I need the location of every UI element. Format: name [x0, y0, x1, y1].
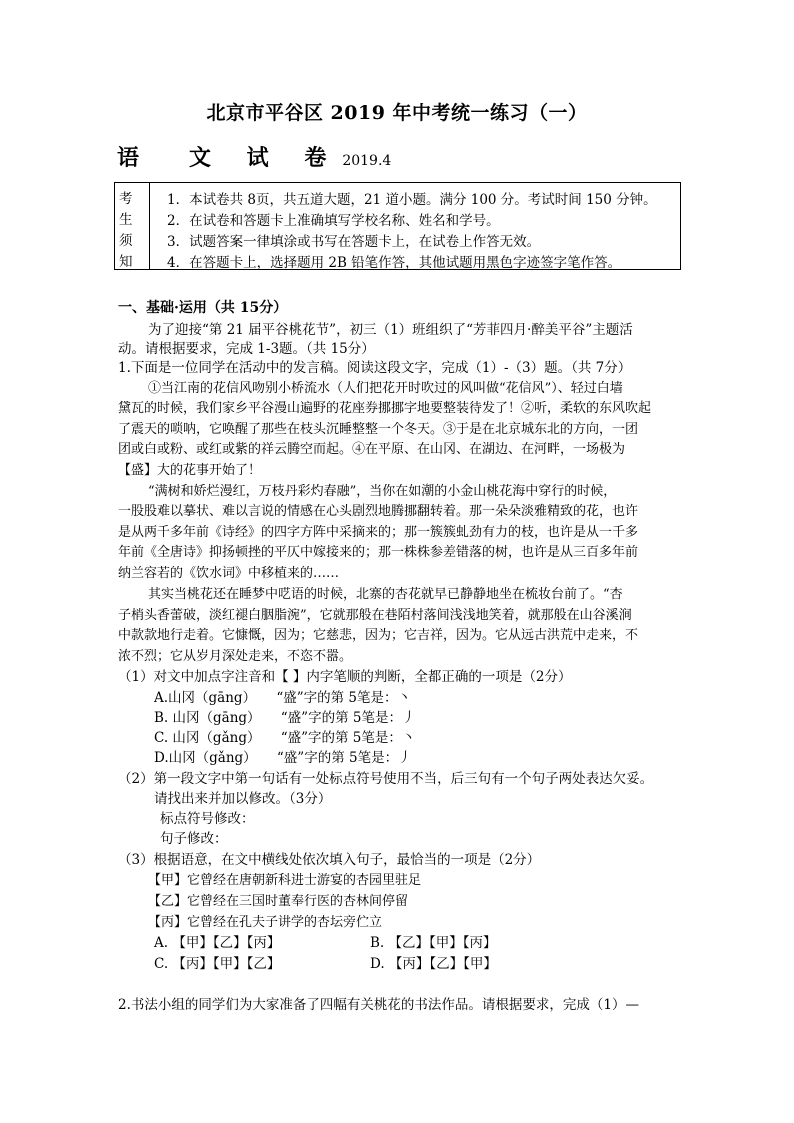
- subject-heading: [117, 141, 391, 172]
- notice-label-column: [115, 183, 150, 269]
- candidate-notice-box: [114, 182, 681, 270]
- choice-option: B. 【乙】【甲】【丙】: [370, 935, 497, 951]
- choice-option: A.山冈（gāng） “盛”字的第 5笔是：丶: [154, 690, 412, 706]
- choice-option: A. 【甲】【乙】【丙】: [154, 935, 281, 951]
- passage-line: “满树和娇烂漫红，万枝丹彩灼春融”，当你在如潮的小金山桃花海中穿行的时候，: [148, 484, 617, 499]
- sentence-candidate: 【丙】它曾经在孔夫子讲学的杏坛旁伫立: [148, 915, 383, 930]
- choice-option: C. 【丙】【甲】【乙】: [154, 956, 281, 972]
- notice-item: 4．在答题卡上，选择题用 2B 铅笔作答，其他试题用黑色字迹签字笔作答。: [167, 255, 622, 271]
- section-intro-line: 动。请根据要求，完成 1-3题。（共 15分）: [118, 341, 375, 357]
- passage-line: 浓不烈；它从岁月深处走来，不恣不嚣。: [118, 649, 353, 664]
- passage-line: 是从两千多年前《诗经》的四字方阵中采摘来的；那一簇簇虬劲有力的枝，也许是从一千多: [118, 525, 639, 540]
- notice-item: 3．试题答案一律填涂或书写在答题卡上，在试卷上作答无效。: [167, 234, 541, 250]
- section-intro-line: 为了迎接“第 21 届平谷桃花节”，初三（1）班组织了“芳菲四月·醉美平谷”主题活: [148, 322, 633, 338]
- passage-line: 年前《全唐诗》抑扬顿挫的平仄中嫁接来的；那一株株参差错落的树，也许是从三百多年前: [118, 545, 639, 560]
- notice-item: 2．在试卷和答题卡上准确填写学校名称、姓名和学号。: [167, 213, 500, 229]
- sentence-candidate: 【甲】它曾经在唐朝新科进士游宴的杏园里驻足: [148, 873, 422, 888]
- passage-line: 一股股难以摹状、难以言说的情感在心头剧烈地腾挪翻转着。那一朵朵淡雅精致的花，也许: [118, 504, 639, 519]
- passage-line: 其实当桃花还在睡梦中呓语的时候，北寨的杏花就早已静静地坐在梳妆台前了。“杏: [148, 587, 623, 602]
- passage-line: 【盛】大的花事开始了！: [118, 463, 262, 478]
- sub-question-1-stem: （1）对文中加点字注音和【 】内字笔顺的判断，全都正确的一项是（2分）: [118, 669, 572, 685]
- passage-line: 纳兰容若的《饮水词》中移植来的……: [118, 566, 340, 581]
- sub-question-3-stem: （3）根据语意，在文中横线处依次填入句子，最恰当的一项是（2分）: [118, 852, 541, 868]
- sentence-candidate: 【乙】它曾经在三国时董奉行医的杏林间停留: [148, 894, 409, 909]
- question-1-stem: 1.下面是一位同学在活动中的发言稿。阅读这段文字，完成（1）-（3）题。（共 7分）: [118, 360, 632, 376]
- choice-option: D. 【丙】【乙】【甲】: [370, 956, 497, 972]
- exam-date: 2019.4: [342, 153, 392, 169]
- passage-line: 了震天的唢呐，它唤醒了那些在枝头沉睡整整一个冬天。③于是在北京城东北的方向，一团: [118, 422, 639, 437]
- subject-name: 语 文 试 卷: [117, 145, 341, 171]
- choice-option: C. 山冈（gǎng） “盛”字的第 5笔是：丶: [154, 730, 416, 746]
- notice-item: 1．本试卷共 8页，共五道大题，21 道小题。满分 100 分。考试时间 150 分钟。: [167, 192, 657, 208]
- notice-label: 考: [119, 191, 133, 207]
- answer-blank-punctuation: 标点符号修改：: [160, 811, 255, 827]
- answer-blank-sentence: 句子修改：: [160, 831, 228, 847]
- passage-line: 子梢头香蕾破，淡红褪白胭脂涴”，它就那般在巷陌村落间浅浅地笑着，就那般在山谷溪涧: [118, 608, 632, 623]
- passage-line: 黛瓦的时候，我们家乡平谷漫山遍野的花座券挪挪字地要整装待发了！②听，柔软的东风吹起: [118, 401, 652, 416]
- question-2-stem: 2.书法小组的同学们为大家准备了四幅有关桃花的书法作品。请根据要求，完成（1）—: [118, 997, 639, 1013]
- sub-question-2-stem-cont: 请找出来并加以修改。（3分）: [154, 791, 332, 807]
- notice-label: 知: [119, 254, 133, 270]
- passage-line: 中款款地行走着。它慷慨，因为；它慈悲，因为；它吉祥，因为。它从远古洪荒中走来，不: [118, 628, 639, 643]
- choice-option: B. 山冈（gāng） “盛”字的第 5笔是：丿: [154, 710, 416, 726]
- choice-option: D.山冈（gǎng） “盛”字的第 5笔是：丿: [154, 750, 412, 766]
- notice-label: 生: [119, 212, 133, 228]
- section-heading: 一、基础·运用（共 15分）: [118, 300, 288, 316]
- passage-line: ①当江南的花信风吻别小桥流水（人们把花开时吹过的风叫做“花信风”）、轻过白墙: [148, 381, 623, 396]
- notice-label: 须: [119, 233, 133, 249]
- passage-line: 团或白或粉、或红或紫的祥云腾空而起。④在平原、在山冈、在湖边、在河畔，一场极为: [118, 442, 626, 457]
- exam-title: 北京市平谷区 2019 年中考统一练习（一）: [206, 102, 588, 124]
- sub-question-2-stem: （2）第一段文字中第一句话有一处标点符号使用不当，后三句有一个句子两处表达欠妥。: [118, 771, 654, 787]
